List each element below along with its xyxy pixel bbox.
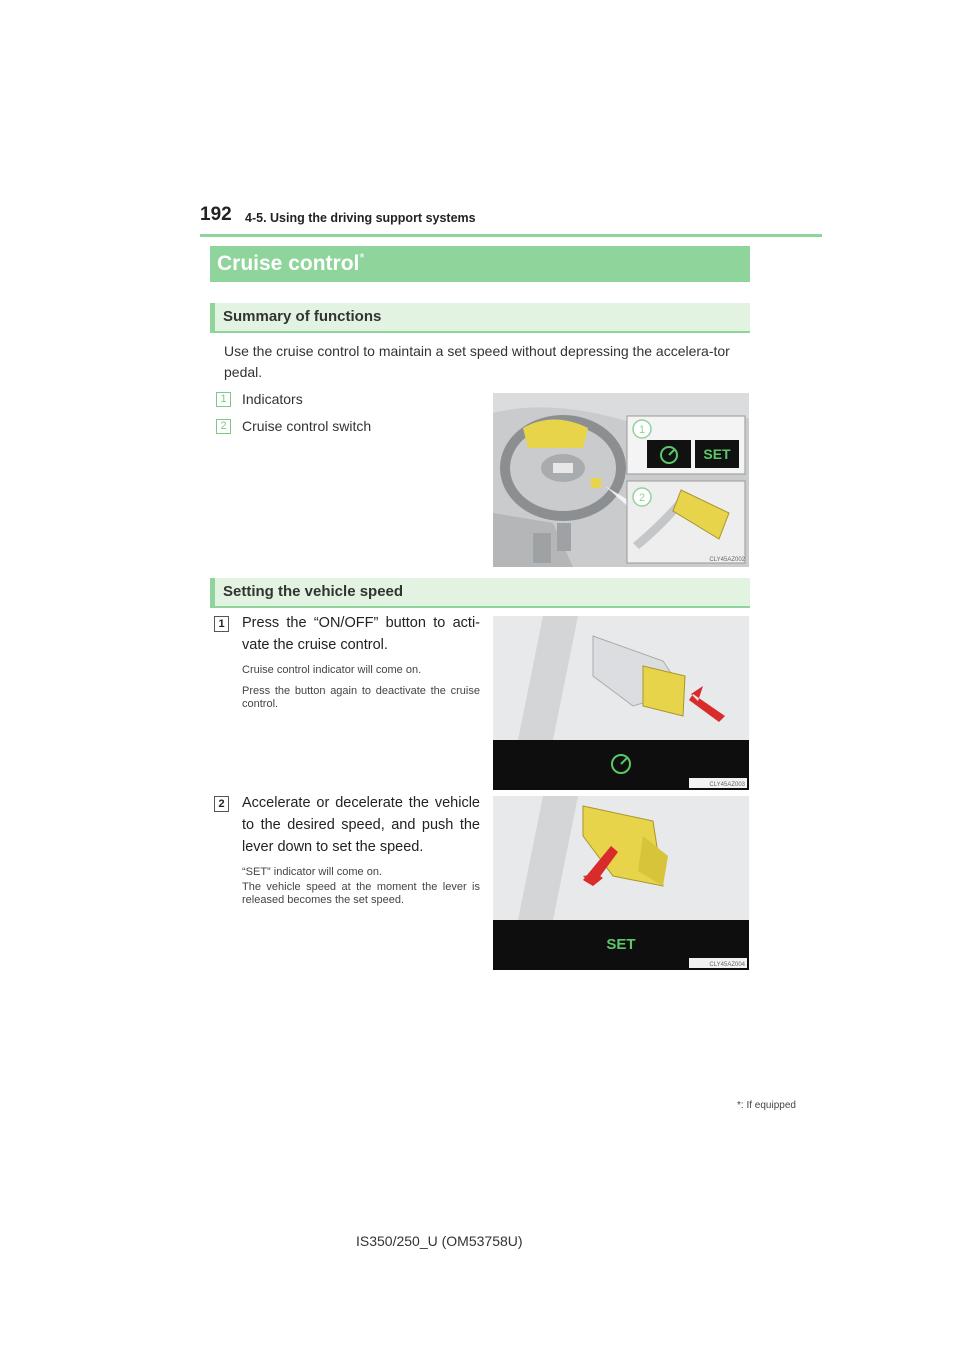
chapter-title: 4-5. Using the driving support systems [245, 211, 476, 225]
set-indicator-text: SET [703, 446, 731, 462]
set-indicator-text: SET [606, 936, 636, 953]
section-title-summary: Summary of functions [223, 308, 382, 325]
switch-illustration-set [493, 796, 749, 970]
step-note: Cruise control indicator will come on. [242, 664, 422, 676]
step-note: Press the button again to deactivate the cruise control. [242, 685, 480, 710]
step-text: Press the “ON/OFF” button to acti-vate the cruise control. [242, 615, 480, 653]
header-rule [200, 234, 822, 237]
callout-2: 2 [638, 492, 646, 504]
page-title [217, 250, 364, 276]
if-equipped-mark: * [359, 250, 365, 265]
item-number: 2 [216, 419, 231, 434]
footnote-mark: * [737, 1100, 741, 1111]
section-title-setting: Setting the vehicle speed [223, 583, 404, 600]
item-number: 1 [216, 392, 231, 407]
image-code: CLY45AZ004 [709, 962, 745, 968]
footnote [737, 1100, 796, 1111]
title-text: Cruise control [217, 252, 360, 275]
callout-1: 1 [638, 424, 646, 436]
step-text: Accelerate or decelerate the vehicle to the desired speed, and push the lever down to set the speed. [242, 795, 480, 855]
footnote-text: : If equipped [740, 1100, 796, 1111]
section-accent [210, 303, 215, 333]
step-note: The vehicle speed at the moment the lever is released becomes the set speed. [242, 881, 480, 906]
footer-model: IS350/250_U (OM53758U) [356, 1233, 523, 1249]
image-code: CLY45AZ003 [709, 782, 745, 788]
summary-intro: Use the cruise control to maintain a set speed without depressing the accelera-tor pedal. [224, 343, 730, 380]
page-number: 192 [200, 204, 232, 225]
step-number: 2 [214, 796, 229, 812]
section-accent [210, 578, 215, 608]
step-note: “SET” indicator will come on. [242, 866, 382, 878]
item-label-switch: Cruise control switch [242, 418, 372, 434]
switch-illustration-on-off [493, 616, 749, 790]
image-code: CLY45AZ002 [709, 557, 745, 563]
cockpit-illustration [493, 393, 749, 567]
item-label-indicators: Indicators [242, 391, 303, 407]
step-number: 1 [214, 616, 229, 632]
